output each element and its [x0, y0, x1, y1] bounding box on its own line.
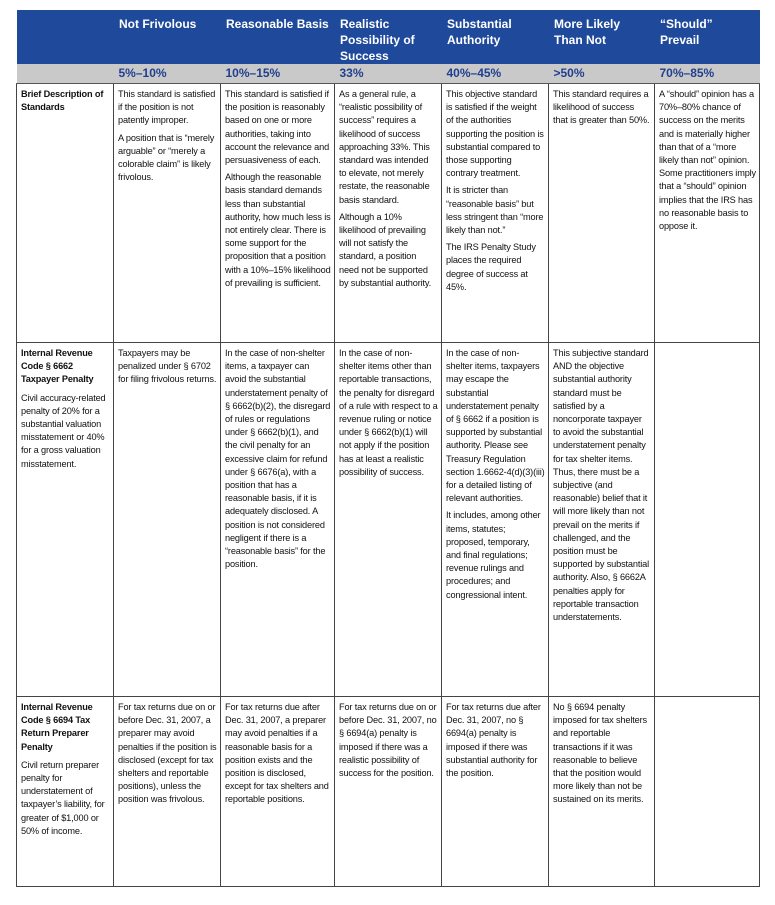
header-reasonable-basis: Reasonable Basis	[221, 10, 335, 64]
row-header-code-6694	[17, 697, 114, 887]
cell-code-6662-not-frivolous	[114, 343, 221, 697]
cell-code-6662-should-prevail	[655, 343, 760, 697]
row-title: Internal Revenue Code § 6662 Taxpayer Penalty	[21, 348, 94, 385]
cell-paragraph: A “should” opinion has a 70%–80% chance of success on the merits and is materially higher than that of a “more likely than not” opinion. Some practitioners imply that a “should” opinion implies that the IRS has no reasonable basis to oppose it.	[659, 89, 756, 232]
cell-paragraph: This standard is satisfied if the position is reasonably based on one or more authorities, taking into account the relevance and persuasiveness of each.	[225, 89, 330, 166]
cell-code-6694-substantial-authority	[442, 697, 549, 887]
row-title: Internal Revenue Code § 6694 Tax Return Preparer Penalty	[21, 702, 93, 752]
row-subtitle: Civil return preparer penalty for understatement of taxpayer’s liability, for greater of $1,000 or 50% of income.	[21, 759, 105, 836]
header-substantial-authority: Substantial Authority	[442, 10, 549, 64]
percentage-realistic-possibility: 33%	[335, 64, 442, 84]
cell-brief-description-substantial-authority	[442, 84, 549, 343]
row-header-brief-description	[17, 84, 114, 343]
cell-brief-description-more-likely-than-not	[549, 84, 655, 343]
standards-comparison-table	[16, 10, 760, 887]
row-subtitle: Civil accuracy-related penalty of 20% for a substantial valuation misstatement or 40% for a gross valuation misstatement.	[21, 392, 106, 469]
cell-code-6694-reasonable-basis	[221, 697, 335, 887]
cell-brief-description-realistic-possibility	[335, 84, 442, 343]
table-row-code-6694	[17, 697, 760, 887]
table-row-brief-description	[17, 84, 760, 343]
row-title: Brief Description of Standards	[21, 89, 104, 113]
percentage-should-prevail: 70%–85%	[655, 64, 760, 84]
cell-paragraph: This objective standard is satisfied if the weight of the authorities supporting the position is substantial compared to those supporting contrary treatment.	[446, 89, 544, 179]
percentage-row	[17, 64, 760, 84]
header-realistic-possibility: Realistic Possibility of Success	[335, 10, 442, 64]
cell-code-6694-more-likely-than-not	[549, 697, 655, 887]
cell-paragraph: This standard is satisfied if the position is not patently improper.	[118, 89, 216, 126]
cell-paragraph: A position that is “merely arguable” or “merely a colorable claim” is likely frivolous.	[118, 132, 215, 183]
cell-paragraph: This subjective standard AND the objective substantial authority standard must be satisfied by a noncorporate taxpayer to avoid the substantial understatement penalty for tax shelter items. Thus, there must be a subjective (and reasonable) belief that it will more likely than not prevail on the merits if challenged, and the position must be supported by substantial authority. Also, § 6662A penalties apply for reportable transaction understatements.	[553, 348, 649, 623]
cell-code-6662-reasonable-basis	[221, 343, 335, 697]
header-not-frivolous: Not Frivolous	[114, 10, 221, 64]
cell-paragraph: It includes, among other items, statutes; proposed, temporary, and final regulations; revenue rulings and procedures; and congressional intent.	[446, 510, 541, 600]
cell-code-6662-more-likely-than-not	[549, 343, 655, 697]
cell-code-6694-not-frivolous	[114, 697, 221, 887]
cell-brief-description-not-frivolous	[114, 84, 221, 343]
cell-paragraph: Taxpayers may be penalized under § 6702 for filing frivolous returns.	[118, 348, 217, 385]
cell-paragraph: Although a 10% likelihood of prevailing will not satisfy the standard, a position need not be supported by substantial authority.	[339, 211, 432, 288]
cell-paragraph: For tax returns due after Dec. 31, 2007, no § 6694(a) penalty is imposed if there was substantial authority for the position.	[446, 702, 541, 779]
standards-table-container	[16, 10, 759, 887]
header-row	[17, 10, 760, 64]
percentage-blank	[17, 64, 114, 84]
cell-paragraph: The IRS Penalty Study places the required degree of success at 45%.	[446, 242, 536, 292]
cell-paragraph: As a general rule, a “realistic possibility of success” requires a likelihood of success approaching 33%. This standard was intended to elevate, not merely restate, the reasonable basis standard.	[339, 89, 430, 205]
table-row-code-6662	[17, 343, 760, 697]
cell-brief-description-should-prevail	[655, 84, 760, 343]
cell-paragraph: In the case of non-shelter items, a taxpayer can avoid the substantial understatement penalty of § 6662(b)(2), the disregard of rules or regulations under § 6662(b)(1), and the civil penalty for an excessive claim for refund under § 6676(a), with a position that has a reasonable basis, if it is adequately disclosed. A position is not considered negligent if there is a “reasonable basis” for the position.	[225, 348, 331, 570]
cell-paragraph: For tax returns due on or before Dec. 31, 2007, no § 6694(a) penalty is imposed if there was a realistic possibility of success for the position.	[339, 702, 437, 779]
cell-code-6662-substantial-authority	[442, 343, 549, 697]
header-blank	[17, 10, 114, 64]
percentage-substantial-authority: 40%–45%	[442, 64, 549, 84]
cell-paragraph: For tax returns due on or before Dec. 31, 2007, a preparer may avoid penalties if the position is disclosed (except for tax shelters and reportable positions), unless the position was frivolous.	[118, 702, 217, 805]
cell-code-6662-realistic-possibility	[335, 343, 442, 697]
cell-paragraph: This standard requires a likelihood of success that is greater than 50%.	[553, 89, 650, 126]
cell-brief-description-reasonable-basis	[221, 84, 335, 343]
row-header-code-6662	[17, 343, 114, 697]
cell-code-6694-realistic-possibility	[335, 697, 442, 887]
cell-paragraph: In the case of non-shelter items other than reportable transactions, the penalty for disregard of a rule with respect to a revenue ruling or notice under § 6662(b)(1) will not apply if the position has at least a realistic possibility of success.	[339, 348, 438, 477]
cell-code-6694-should-prevail	[655, 697, 760, 887]
cell-paragraph: In the case of non-shelter items, taxpayers may escape the substantial understatement penalty of § 6662 if a position is supported by substantial authority. Please see Treasury Regulation section 1.6662-4(d)(3)(iii) for a detailed listing of relevant authorities.	[446, 348, 545, 504]
cell-paragraph: For tax returns due after Dec. 31, 2007, a preparer may avoid penalties if a reasonable basis for a position exists and the position is disclosed, except for tax shelters and reportable positions.	[225, 702, 329, 805]
header-more-likely-than-not: More Likely Than Not	[549, 10, 655, 64]
percentage-more-likely-than-not: >50%	[549, 64, 655, 84]
cell-paragraph: It is stricter than “reasonable basis” but less stringent than “more likely than not.”	[446, 185, 544, 236]
percentage-not-frivolous: 5%–10%	[114, 64, 221, 84]
cell-paragraph: No § 6694 penalty imposed for tax shelters and reportable transactions if it was reasonable to believe that the position would more likely than not be sustained on its merits.	[553, 702, 647, 805]
percentage-reasonable-basis: 10%–15%	[221, 64, 335, 84]
header-should-prevail: “Should” Prevail	[655, 10, 760, 64]
cell-paragraph: Although the reasonable basis standard demands less than substantial authority, how much less is not entirely clear. There is some support for the proposition that a position with a 10%–15% likelihood of prevailing is sufficient.	[225, 172, 331, 288]
